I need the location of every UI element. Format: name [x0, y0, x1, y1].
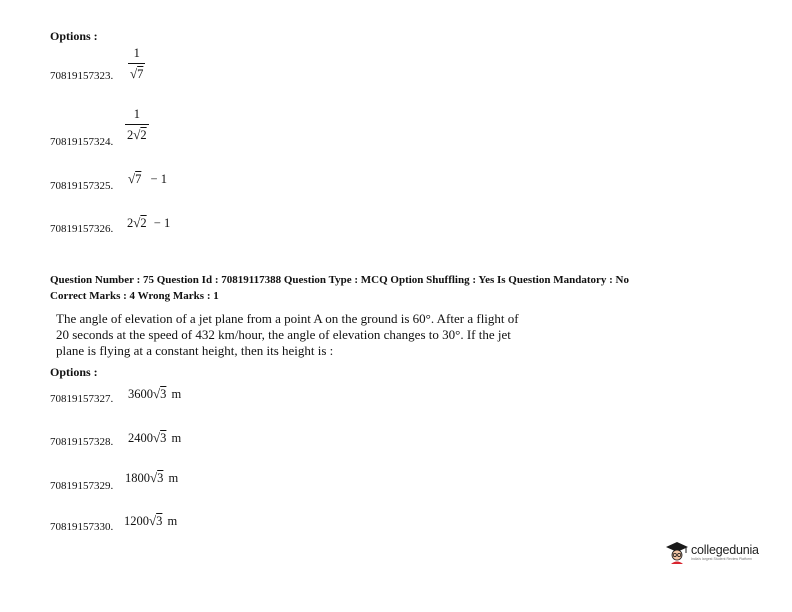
logo-tagline: India's largest Student Review Platform	[691, 557, 752, 561]
sqrt-icon: √	[149, 513, 157, 528]
marks-line: Correct Marks : 4 Wrong Marks : 1	[50, 290, 219, 302]
fraction-denominator	[125, 124, 149, 142]
option-expression	[124, 513, 177, 529]
option-id: 70819157325.	[50, 180, 114, 192]
radicand: 3	[157, 471, 164, 485]
fraction-numerator: 1	[133, 107, 140, 121]
option-id: 70819157329.	[50, 480, 114, 492]
expression-suffix: − 1	[150, 172, 167, 186]
radicand: 3	[156, 514, 163, 528]
graduate-icon	[665, 540, 689, 564]
radicand: 7	[137, 66, 144, 81]
sqrt-icon: √	[130, 65, 138, 81]
option-id: 70819157323.	[50, 70, 114, 82]
sqrt-icon: √	[133, 126, 141, 142]
coefficient: 1800	[125, 471, 150, 485]
fraction-option	[125, 108, 149, 141]
fraction-denominator	[128, 63, 145, 81]
option-expression	[125, 470, 178, 486]
option-id: 70819157328.	[50, 436, 114, 448]
unit: m	[171, 387, 182, 401]
radicand: 2	[140, 127, 147, 142]
coefficient: 2	[127, 127, 134, 142]
question-text-line: The angle of elevation of a jet plane from a point A on the ground is 60°. After a flight of	[56, 311, 519, 326]
unit: m	[167, 514, 178, 528]
sqrt-icon: √	[150, 470, 158, 485]
sqrt-icon: √	[133, 215, 141, 230]
expression-suffix: − 1	[153, 216, 171, 230]
option-id: 70819157327.	[50, 393, 114, 405]
sqrt-icon: √	[128, 171, 136, 186]
option-expression	[128, 430, 181, 446]
option-id: 70819157324.	[50, 136, 114, 148]
option-id: 70819157326.	[50, 223, 114, 235]
fraction-numerator: 1	[133, 46, 140, 60]
fraction-option	[128, 47, 145, 80]
option-expression	[128, 386, 181, 402]
option-expression	[128, 171, 167, 187]
coefficient: 1200	[124, 514, 149, 528]
radicand: 7	[135, 172, 142, 186]
question-header: Question Number : 75 Question Id : 70819117388 Question Type : MCQ Option Shuffling : Yes Is Question Mandatory : No	[50, 274, 629, 286]
coefficient: 3600	[128, 387, 153, 401]
options-label: Options :	[50, 365, 98, 379]
collegedunia-logo	[665, 540, 759, 564]
radicand: 2	[140, 216, 147, 230]
unit: m	[171, 431, 182, 445]
logo-name: collegedunia	[691, 543, 759, 557]
sqrt-icon: √	[153, 386, 161, 401]
question-text-line: 20 seconds at the speed of 432 km/hour, the angle of elevation changes to 30°. If the jet	[56, 327, 511, 342]
options-label: Options :	[50, 29, 98, 43]
coefficient: 2	[127, 216, 134, 230]
question-text-line: plane is flying at a constant height, then its height is :	[56, 343, 334, 358]
unit: m	[168, 471, 179, 485]
radicand: 3	[160, 431, 167, 445]
option-id: 70819157330.	[50, 521, 114, 533]
option-expression	[127, 215, 170, 231]
coefficient: 2400	[128, 431, 153, 445]
sqrt-icon: √	[153, 430, 161, 445]
radicand: 3	[160, 387, 167, 401]
